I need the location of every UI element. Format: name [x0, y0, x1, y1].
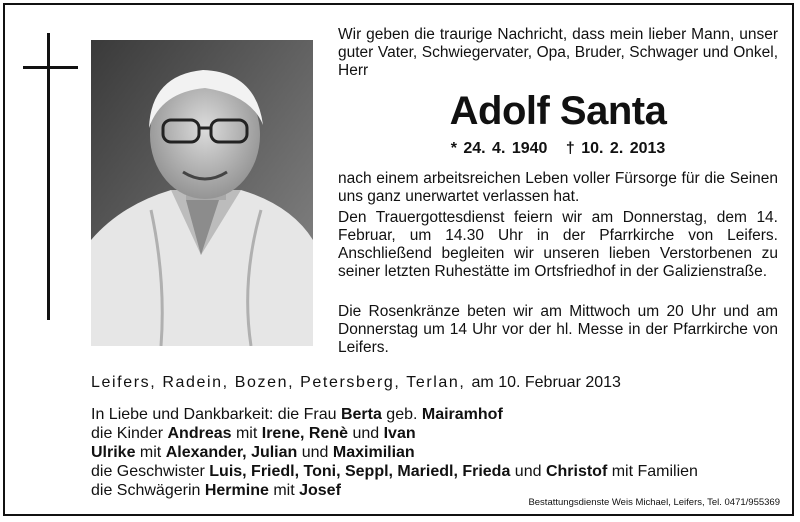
- birth-date: * 24. 4. 1940: [450, 140, 548, 157]
- life-dates: [338, 140, 778, 158]
- death-date: † 10. 2. 2013: [565, 140, 666, 157]
- mourner-text: und: [297, 444, 333, 461]
- mourner-name: Christof: [545, 463, 608, 480]
- mourner-name: Andreas: [167, 425, 232, 442]
- mourner-text: die Schwägerin: [91, 482, 205, 499]
- mourner-text: mit: [135, 444, 166, 461]
- mourner-text: mit Familien: [607, 463, 698, 480]
- places: Leifers, Radein, Bozen, Petersberg, Terlan,: [91, 374, 466, 391]
- mourner-name: Hermine: [204, 482, 269, 499]
- mourner-text: die Kinder: [91, 425, 168, 442]
- mourner-name: Alexander, Julian: [165, 444, 298, 461]
- mourner-name: Irene, Renè: [261, 425, 349, 442]
- mourner-text: und: [510, 463, 546, 480]
- paragraph-funeral: Den Trauergottesdienst feiern wir am Donnerstag, dem 14. Februar, um 14.30 Uhr in der Pfarrkirche von Leifers. Anschließend begleiten wir unseren lieben Verstorbenen zu seiner letzten Ruhestätte im Ortsfriedhof in der Galizienstraße.: [338, 209, 778, 280]
- mourner-name: Ulrike: [91, 444, 136, 461]
- paragraph-passing: nach einem arbeitsreichen Leben voller Fürsorge für die Seinen uns ganz unerwartet verlassen hat.: [338, 170, 778, 205]
- mourner-text: die Geschwister: [91, 463, 210, 480]
- mourner-text: geb.: [381, 406, 422, 423]
- mourner-name: Ivan: [383, 425, 416, 442]
- mourner-name: Berta: [340, 406, 382, 423]
- place-date-line: [91, 374, 781, 392]
- portrait-photo: [91, 40, 313, 346]
- mourner-line: [91, 443, 791, 462]
- mourner-name: Luis, Friedl, Toni, Seppl, Mariedl, Frieda: [209, 463, 511, 480]
- mourner-text: mit: [231, 425, 262, 442]
- mourner-line: [91, 462, 791, 481]
- mourner-line: [91, 405, 791, 424]
- notice-date: am 10. Februar 2013: [471, 374, 621, 391]
- mourner-text: und: [348, 425, 384, 442]
- undertaker-credit: Bestattungsdienste Weis Michael, Leifers, Tel. 0471/955369: [528, 497, 780, 508]
- deceased-name: Adolf Santa: [449, 89, 667, 133]
- mourner-name: Mairamhof: [421, 406, 503, 423]
- paragraph-rosary: Die Rosenkränze beten wir am Mittwoch um 20 Uhr und am Donnerstag um 14 Uhr vor der hl. Messe in der Pfarrkirche von Leifers.: [338, 303, 778, 356]
- mourner-text: In Liebe und Dankbarkeit: die Frau: [91, 406, 341, 423]
- mourner-line: [91, 424, 791, 443]
- intro-paragraph: Wir geben die traurige Nachricht, dass mein lieber Mann, unser guter Vater, Schwiegervater, Opa, Bruder, Schwager und Onkel, Herr: [338, 26, 778, 79]
- mourner-text: mit: [268, 482, 300, 499]
- mourners-list: [91, 405, 791, 500]
- mourner-name: Maximilian: [332, 444, 415, 461]
- mourner-name: Josef: [299, 482, 341, 499]
